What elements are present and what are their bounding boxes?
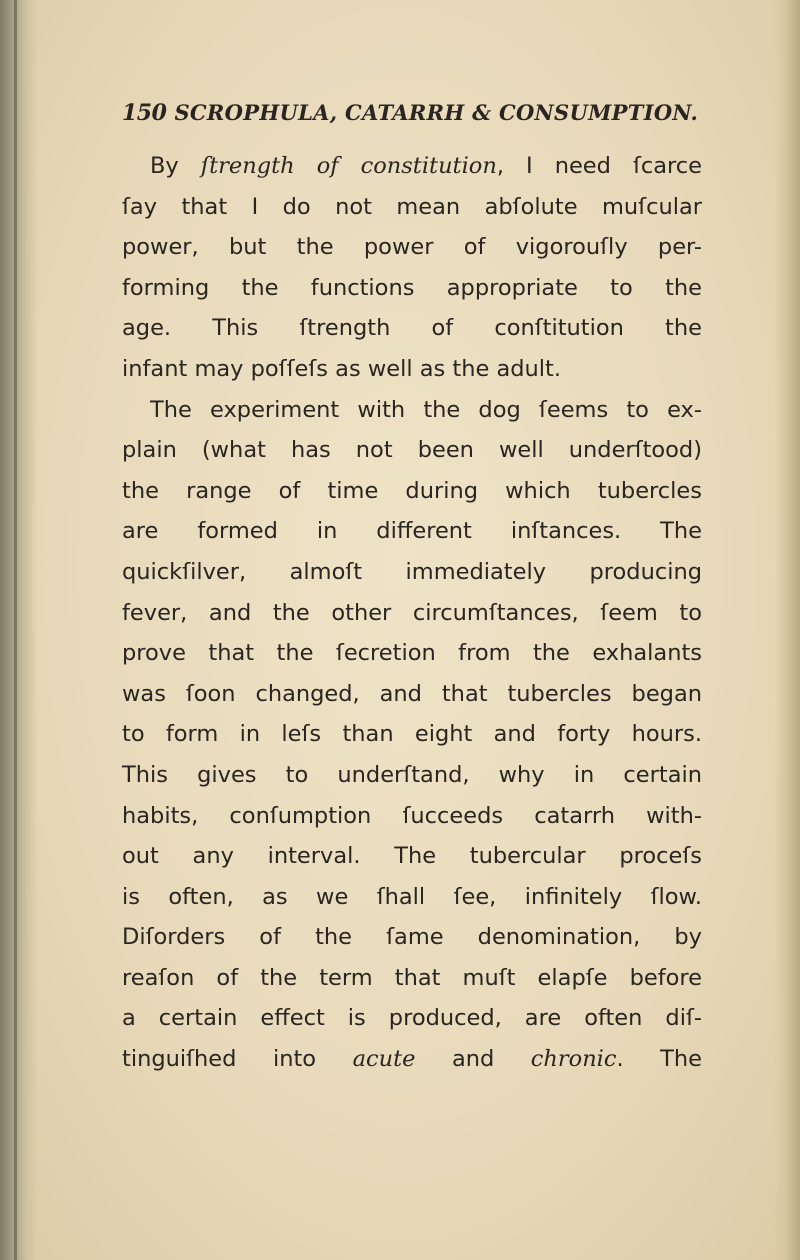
emphasis: acute [352,1046,416,1073]
text-line: age. This ſtrength of conſtitution the [122,315,702,342]
page-header [122,100,732,140]
text-line: reaſon of the term that muſt elapſe before [122,964,702,991]
text-line: a certain effect is produced, are often diſ- [122,1005,702,1032]
binding-thread [14,0,17,1260]
text-line: This gives to underſtand, why in certain [122,761,702,788]
left-binding-edge [0,0,38,1260]
text-line: Diſorders of the ſame denomination, by [122,924,702,951]
text-line: fever, and the other circumſtances, ſeem to [122,599,702,626]
text-line: quickſilver, almoſt immediately producing [122,558,702,585]
text-line: out any interval. The tubercular proceſs [122,843,702,870]
text-line: forming the functions appropriate to the [122,274,702,301]
text-line: power, but the power of vigorouſly per- [122,234,702,261]
text-line: are formed in different inſtances. The [122,518,702,545]
page-number: 150 [122,100,167,126]
text-line: prove that the ſecretion from the exhalants [122,640,702,667]
text-line: tinguiſhed into acute and chronic. The [122,1046,702,1073]
emphasis: ſtrength of constitution [200,153,497,179]
text-line: to form in leſs than eight and forty hours. [122,721,702,748]
text-line: the range of time during which tubercles [122,477,702,504]
text-line: was ſoon changed, and that tubercles began [122,680,702,707]
text-line: The experiment with the dog ſeems to ex- [150,396,702,423]
emphasis: chronic [530,1046,617,1073]
text-line: habits, conſumption ſucceeds catarrh with- [122,802,702,829]
text-line: is often, as we ſhall ſee, infinitely ſlow. [122,883,702,910]
text-line: infant may poſſeſs as well as the adult. [122,355,562,382]
text-line: plain (what has not been well underſtood) [122,437,702,464]
body-text [122,146,702,1080]
running-head: SCROPHULA, CATARRH & CONSUMPTION. [174,100,699,125]
text-line: By ſtrength of constitution, I need ſcarce [150,153,703,179]
right-page-edge [774,0,800,1260]
text-line: ſay that I do not mean abſolute muſcular [122,193,702,220]
